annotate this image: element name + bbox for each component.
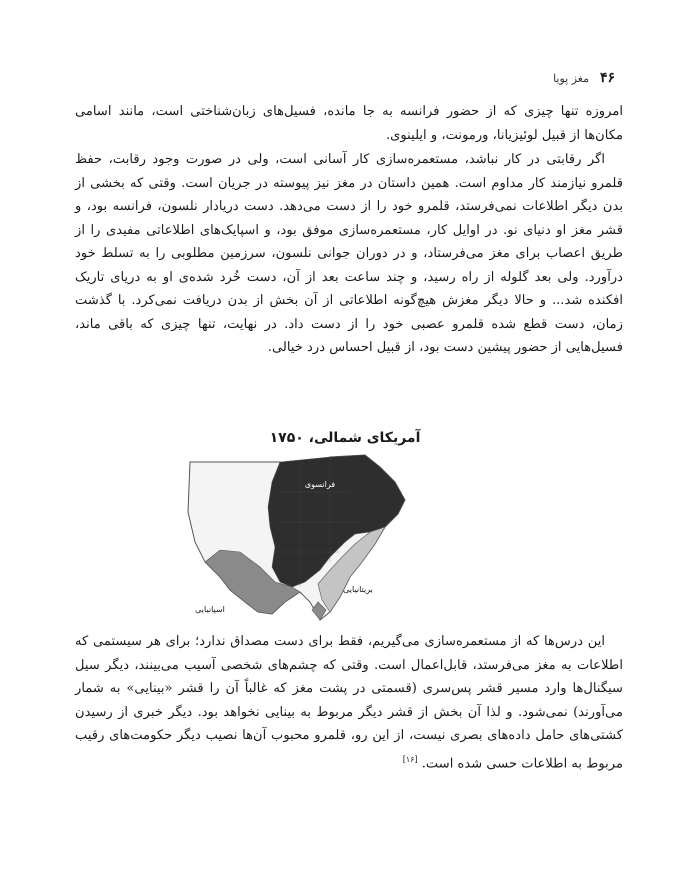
paragraph-1: امروزه تنها چیزی که از حضور فرانسه به جا مانده، فسیل‌های زبان‌شناختی است، مانند اسامی مکان‌ها از قبیل لوئیزیانا، ورمونت، و ایلینوی.: [75, 104, 623, 143]
paragraph-3-text: این درس‌ها که از مستعمره‌سازی می‌گیریم، فقط برای دست مصداق ندارد؛ برای هر سیستمی که اطلاعات به مغز می‌فرستد، قابل‌اعمال است. وقتی که چشم‌های شخصی آسیب می‌بینند، دیگر سیل سیگنال‌ها وارد مسیر قشر پس‌سری (قسمتی در پشت مغز که غالباً آن را قشر «بینایی» به شمار می‌آورند) نمی‌شود. و لذا آن بخش از قشر دیگر مربوط به بینایی نخواهد بود. دیگر خبری از رسیدن کشتی‌های حامل داده‌های بصری نیست، از این رو، قلمرو محبوب آن‌ها نصیب دیگر حکومت‌های رقیب مربوط به اطلاعات حسی شده است.: [75, 634, 623, 771]
north-america-1750-map: [180, 452, 430, 627]
label-britain: بریتانیایی: [343, 585, 373, 594]
figure-title: آمریکای شمالی، ۱۷۵۰: [269, 430, 421, 446]
paragraph-2: [75, 148, 623, 360]
page-header: [75, 70, 615, 92]
running-title: مغز پویا: [553, 72, 589, 85]
paragraph-3: [75, 630, 623, 775]
label-france: فرانسوی: [304, 480, 336, 489]
page-number: ۴۶: [599, 70, 615, 86]
paragraph-2-text: اگر رقابتی در کار نباشد، مستعمره‌سازی کار آسانی است، ولی در صورت وجود رقابت، حفظ قلمرو نیازمند کار مداوم است. همین داستان در مغز نیز پیوسته در جریان است. وقتی که بخشی از بدن دیگر اطلاعات نمی‌فرستد، قلمرو خود را از دست می‌دهد. دست دریادار نلسون، فرانسه بود، و قشر مغز او دنیای نو. در اوایل کار، مستعمره‌سازی موفق بود، و اسپایک‌های اطلاعاتی مفیدی را از طریق اعصاب برای مغز می‌فرستاد، و در دوران جوانی نلسون، سرزمین مطلوبی را به تسلط خود درآورد. ولی بعد گلوله از راه رسید، و چند ساعت بعد از آن، دست خُرد شده‌ی او به دریای تاریک افکنده شد... و حالا دیگر مغزش هیچ‌گونه اطلاعاتی از آن بخش از بدن دریافت نمی‌کرد. با گذشت زمان، دست قطع شده قلمرو عصبی خود را از دست داد. در نهایت، تنها چیزی که باقی ماند، فسیل‌هایی از حضور پیشین دست بود، از قبیل احساس درد خیالی.: [75, 152, 623, 355]
label-spain: اسپانیایی: [195, 605, 225, 614]
reference-marker: [۱۶]: [402, 754, 418, 764]
